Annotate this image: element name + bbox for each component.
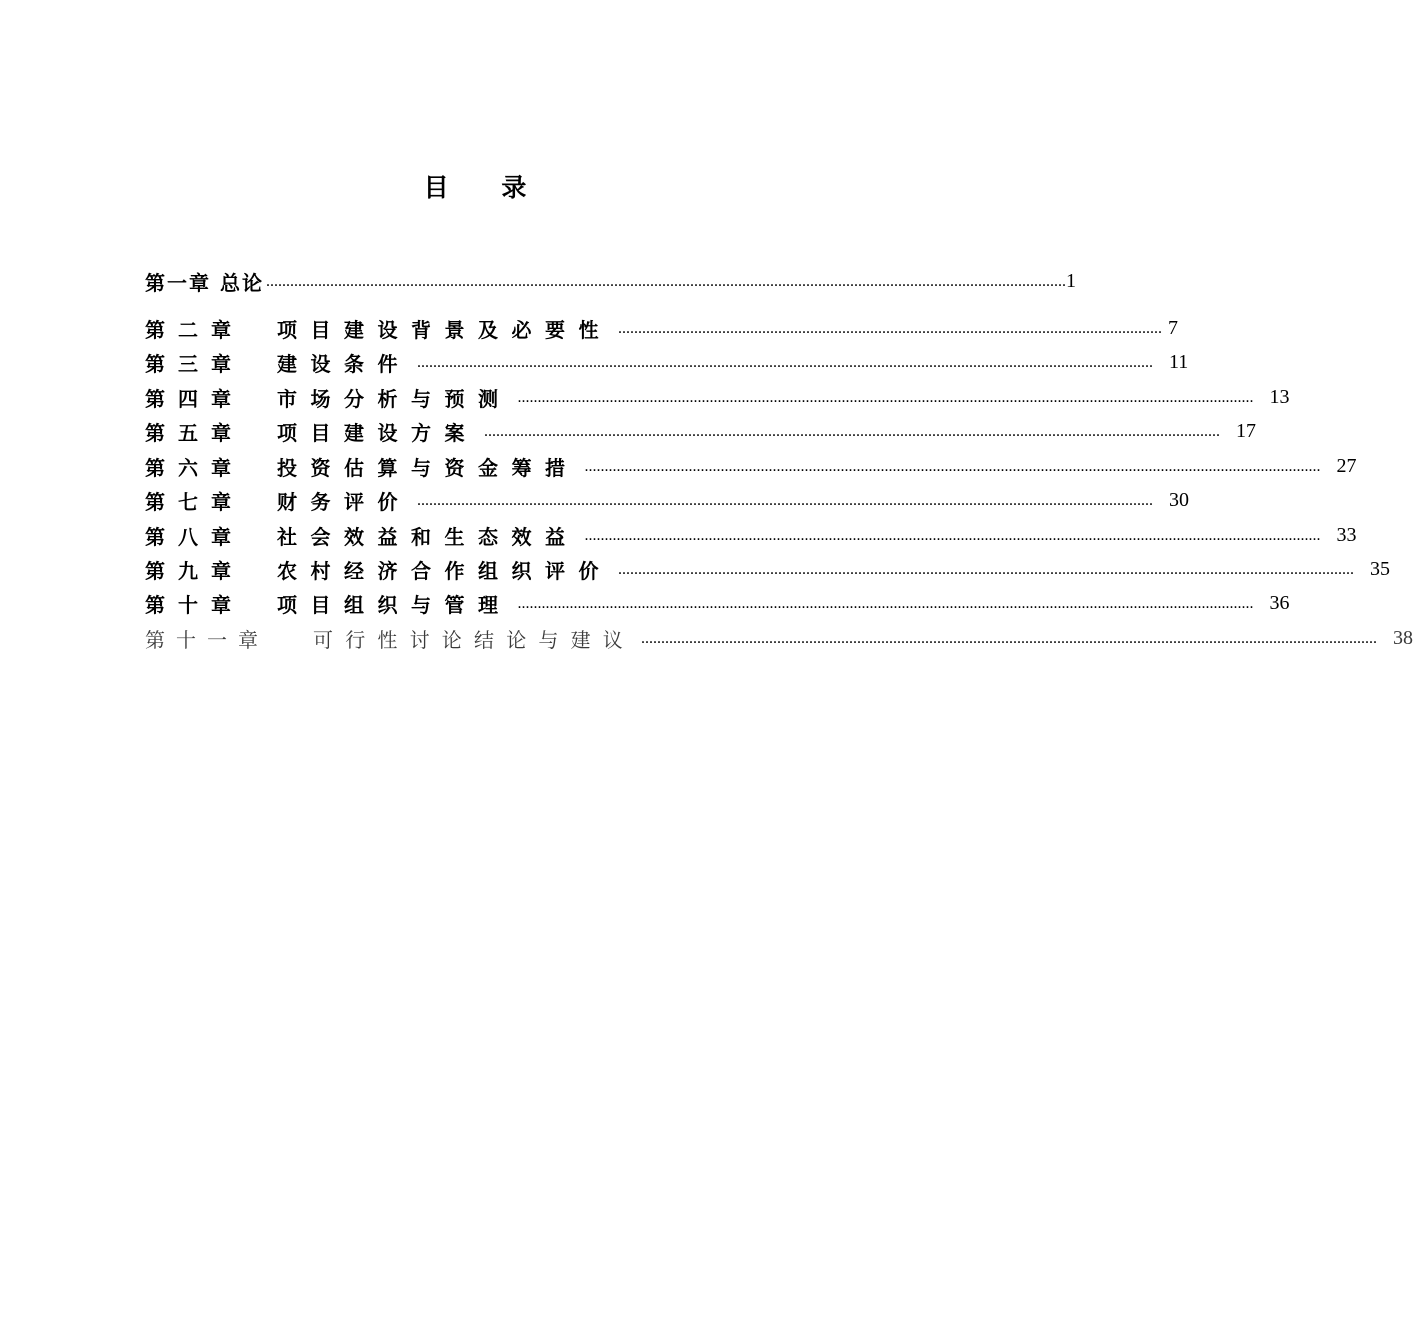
toc-chapter-name: 总论 bbox=[219, 270, 264, 295]
toc-entry[interactable] bbox=[145, 347, 1189, 377]
toc-chapter: 第二章 bbox=[145, 317, 244, 342]
toc-chapter-name: 投资估算与资金筹措 bbox=[277, 455, 579, 480]
toc-chapter-name: 市场分析与预测 bbox=[277, 386, 512, 411]
toc-page-number: 33 bbox=[1336, 523, 1357, 546]
toc-leader-dots: ........................................................................................................................................................................................ bbox=[517, 389, 1254, 406]
toc-leader-dots: ........................................................................................................................................................................................ bbox=[584, 527, 1321, 544]
toc-chapter-name: 财务评价 bbox=[277, 489, 411, 514]
toc-chapter: 第一章 bbox=[145, 270, 211, 295]
toc-entry[interactable] bbox=[145, 451, 1357, 481]
toc-chapter: 第五章 bbox=[145, 420, 244, 445]
toc-chapter-name: 建设条件 bbox=[277, 351, 411, 376]
toc-entry-label bbox=[145, 589, 512, 618]
toc-chapter-name: 社会效益和生态效益 bbox=[277, 524, 579, 549]
toc-leader-dots: ........................................................................................................................................................................................ bbox=[517, 595, 1254, 612]
toc-page-number: 36 bbox=[1269, 591, 1290, 614]
toc-entry-label bbox=[145, 624, 635, 653]
toc-entry-label bbox=[145, 521, 579, 550]
toc-chapter: 第八章 bbox=[145, 524, 244, 549]
toc-entry-label bbox=[145, 417, 478, 446]
toc-page-number: 35 bbox=[1370, 557, 1390, 580]
toc-entry-label bbox=[145, 267, 264, 296]
toc-page-number: 17 bbox=[1236, 419, 1256, 442]
toc-chapter: 第七章 bbox=[145, 489, 244, 514]
toc-entry-label bbox=[145, 555, 612, 584]
toc-entry[interactable] bbox=[145, 520, 1357, 550]
toc-page-number: 30 bbox=[1169, 488, 1189, 511]
toc-chapter-name: 项目建设背景及必要性 bbox=[277, 317, 612, 342]
toc-entry[interactable] bbox=[145, 266, 1076, 296]
toc-page-number: 1 bbox=[1065, 269, 1076, 292]
toc-entry-label bbox=[145, 383, 512, 412]
toc-chapter: 第三章 bbox=[145, 351, 244, 376]
toc-chapter-name: 项目建设方案 bbox=[277, 420, 478, 445]
toc-title: 目 录 bbox=[423, 173, 549, 202]
toc-leader-dots: ........................................................................................................................................................................................ bbox=[484, 423, 1220, 440]
toc-chapter: 第十章 bbox=[145, 592, 244, 617]
toc-page-number: 27 bbox=[1336, 454, 1357, 477]
toc-entry[interactable] bbox=[145, 313, 1178, 343]
toc-page-number: 13 bbox=[1269, 385, 1290, 408]
toc-entry-label bbox=[145, 348, 411, 377]
toc-chapter-name: 项目组织与管理 bbox=[277, 592, 512, 617]
toc-page-number: 38 bbox=[1393, 626, 1413, 649]
toc-page-number: 11 bbox=[1169, 350, 1189, 373]
toc-entry[interactable] bbox=[145, 416, 1256, 446]
toc-leader-dots: ........................................................................................................................................................................................ bbox=[618, 561, 1354, 578]
toc-entry-label bbox=[145, 314, 612, 343]
toc-leader-dots: ........................................................................................................................................ bbox=[618, 320, 1162, 337]
toc-entry[interactable] bbox=[145, 485, 1189, 515]
toc-leader-dots: ........................................................................................................................................................................................ bbox=[417, 354, 1153, 371]
toc-chapter: 第六章 bbox=[145, 455, 244, 480]
toc-leader-dots: ........................................................................................................................................................................................ bbox=[417, 492, 1153, 509]
toc-entry[interactable] bbox=[145, 588, 1290, 618]
toc-chapter: 第四章 bbox=[145, 386, 244, 411]
toc-entry[interactable] bbox=[145, 554, 1390, 584]
toc-entry-label bbox=[145, 452, 579, 481]
toc-chapter: 第十一章 bbox=[145, 627, 269, 652]
toc-page-number: 7 bbox=[1168, 316, 1178, 339]
toc-chapter-name: 可行性讨论结论与建议 bbox=[313, 627, 635, 652]
toc-leader-dots: ........................................................................................................................................................................................ bbox=[641, 630, 1377, 647]
toc-chapter-name: 农村经济合作组织评价 bbox=[277, 558, 612, 583]
toc-entry[interactable] bbox=[145, 382, 1290, 412]
toc-leader-dots: ........................................................................................................................................................................................ bbox=[584, 458, 1321, 475]
toc-leader-dots: ........................................................................................................................................................................................................ bbox=[265, 273, 1066, 290]
toc-chapter: 第九章 bbox=[145, 558, 244, 583]
toc-entry[interactable] bbox=[145, 623, 1413, 653]
toc-entry-label bbox=[145, 486, 411, 515]
